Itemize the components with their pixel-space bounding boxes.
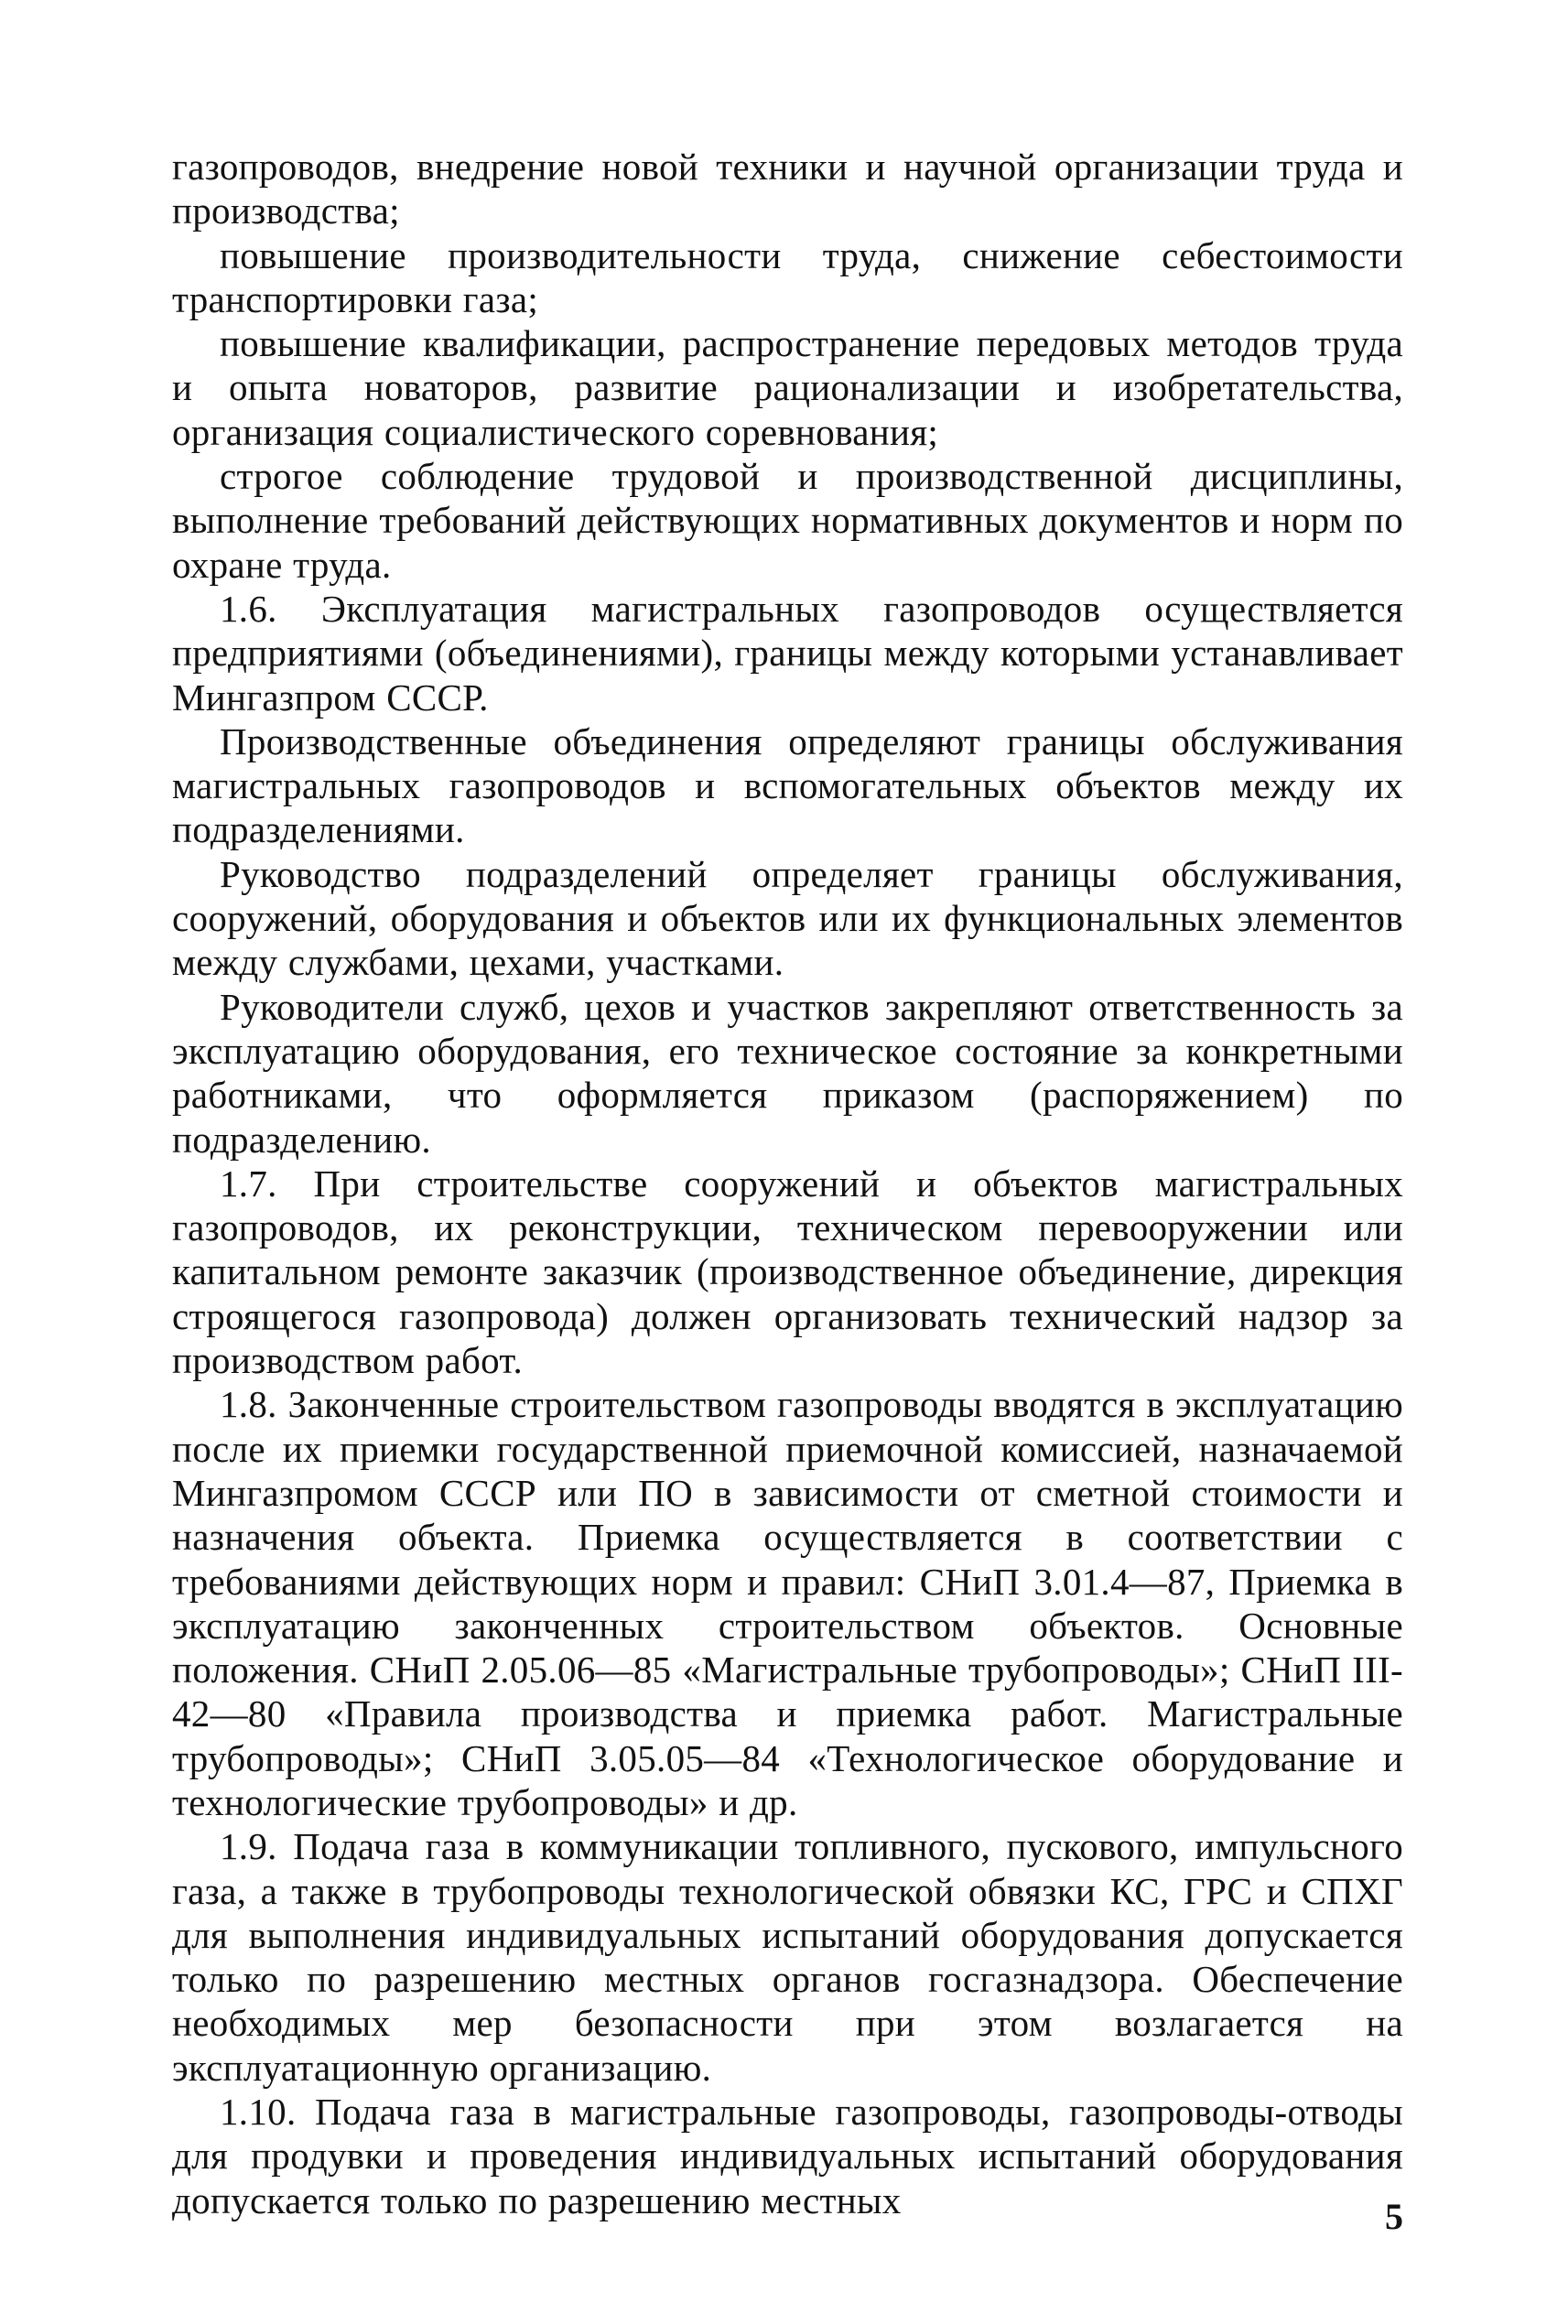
paragraph-1-7: 1.7. При строительстве сооружений и объектов магистральных газопроводов, их реконструкции, техническом перевооружении или капитальном ремонте заказчик (производственное объединение, дирекция строящегося газопровода) должен организовать технический надзор за производством работ.	[172, 1162, 1403, 1382]
page-number: 5	[1385, 2196, 1403, 2237]
paragraph-1-6: 1.6. Эксплуатация магистральных газопроводов осуществляется предприятиями (объединениями), границы между которыми устанавливает Мингазпром СССР.	[172, 587, 1403, 719]
paragraph-subdivision-management: Руководство подразделений определяет границы обслуживания, сооружений, оборудования и объектов или их функциональных элементов между службами, цехами, участками.	[172, 852, 1403, 984]
paragraph-productivity: повышение производительности труда, снижение себестоимости транспортировки газа;	[172, 233, 1403, 320]
document-page	[172, 145, 1403, 2259]
paragraph-1-8: 1.8. Законченные строительством газопроводы вводятся в эксплуатацию после их приемки государственной приемочной комиссией, назначаемой Мингазпромом СССР или ПО в зависимости от сметной стоимости и назначения объекта. Приемка осуществляется в соответствии с требованиями действующих норм и правил: СНиП 3.01.4—87, Приемка в эксплуатацию законченных строительством объектов. Основные положения. СНиП 2.05.06—85 «Магистральные трубопроводы»; СНиП III-42—80 «Правила производства и приемка работ. Магистральные трубопроводы»; СНиП 3.05.05—84 «Технологическое оборудование и технологические трубопроводы» и др.	[172, 1383, 1403, 1823]
paragraph-discipline: строгое соблюдение трудовой и производственной дисциплины, выполнение требований действующих нормативных документов и норм по охране труда.	[172, 455, 1403, 586]
body-text	[172, 145, 1403, 2222]
paragraph-continuation: газопроводов, внедрение новой техники и научной организации труда и производства;	[172, 146, 1403, 232]
paragraph-1-10: 1.10. Подача газа в магистральные газопроводы, газопроводы-отводы для продувки и проведения индивидуальных испытаний оборудования допускается только по разрешению местных	[172, 2091, 1403, 2221]
paragraph-qualification: повышение квалификации, распространение передовых методов труда и опыта новаторов, развитие рационализации и изобретательства, организация социалистического соревнования;	[172, 322, 1403, 453]
paragraph-1-9: 1.9. Подача газа в коммуникации топливного, пускового, импульсного газа, а также в трубопроводы технологической обвязки КС, ГРС и СПХГ для выполнения индивидуальных испытаний оборудования допускается только по разрешению местных органов госгазнадзора. Обеспечение необходимых мер безопасности при этом возлагается на эксплуатационную организацию.	[172, 1825, 1403, 2089]
paragraph-service-heads: Руководители служб, цехов и участков закрепляют ответственность за эксплуатацию оборудования, его техническое состояние за конкретными работниками, что оформляется приказом (распоряжением) по подразделению.	[172, 985, 1403, 1161]
paragraph-production-associations: Производственные объединения определяют границы обслуживания магистральных газопроводов и вспомогательных объектов между их подразделениями.	[172, 719, 1403, 851]
